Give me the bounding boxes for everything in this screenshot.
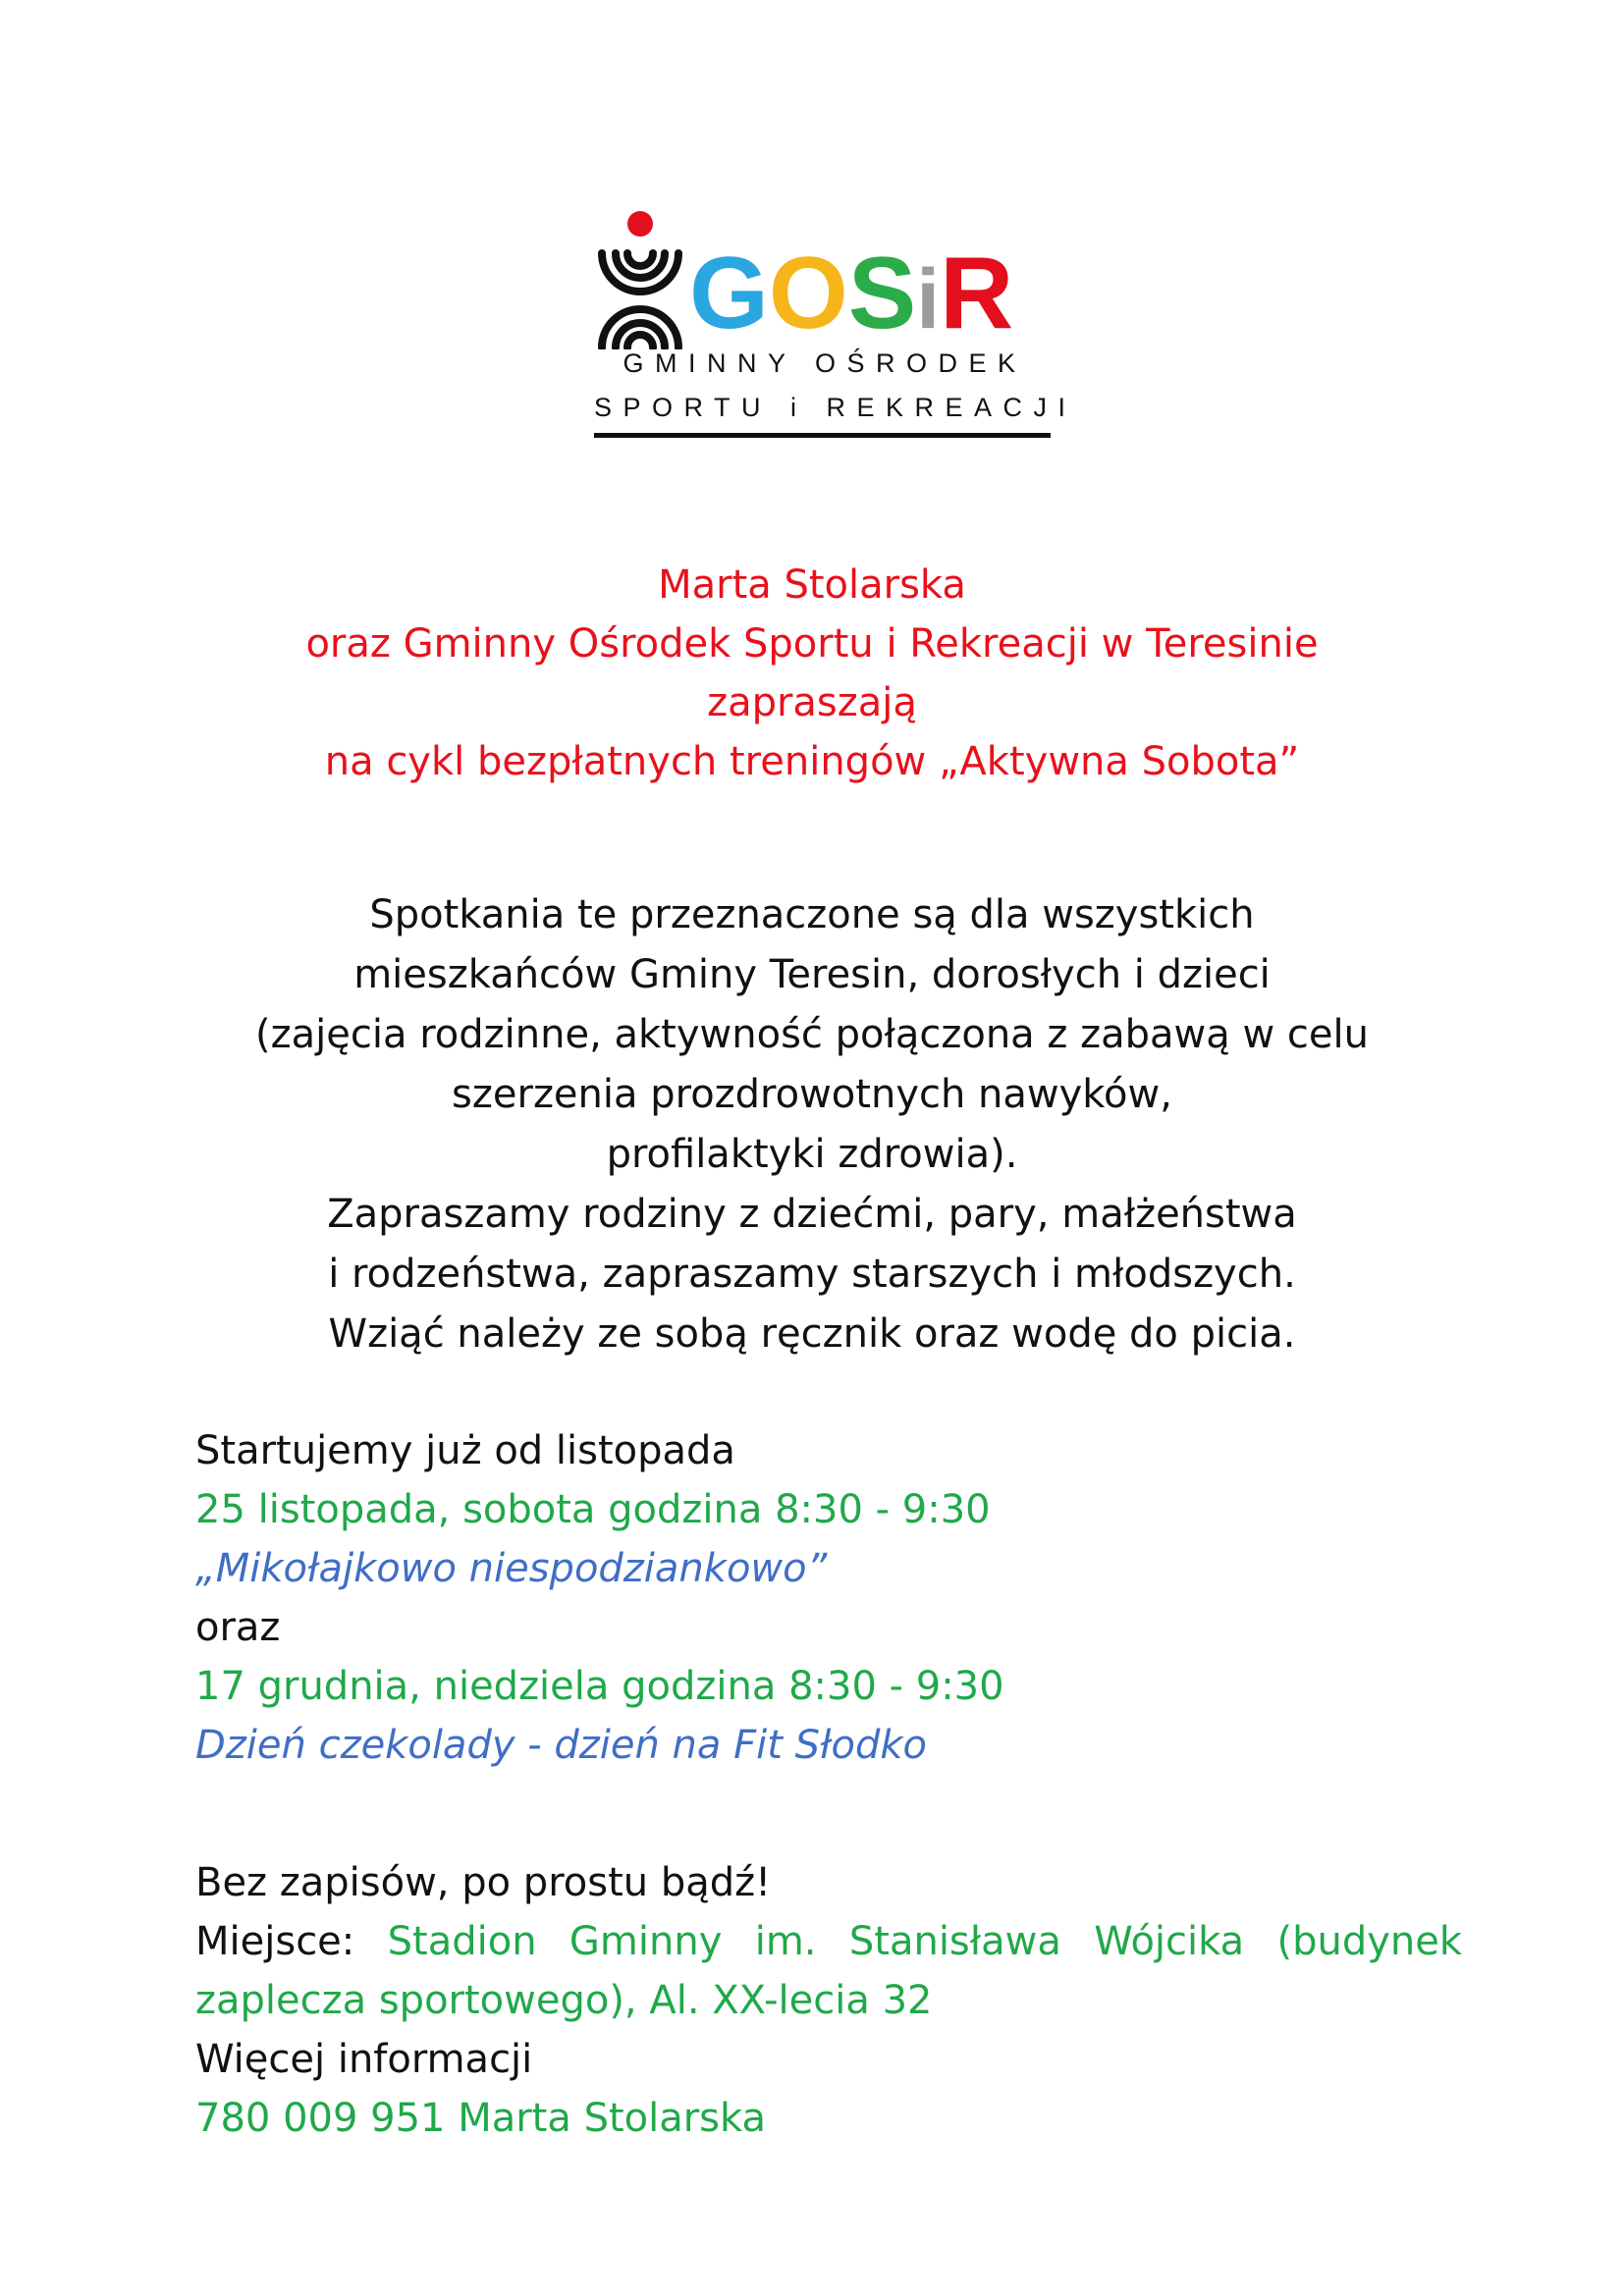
invitation-line: na cykl bezpłatnych treningów „Aktywna Sobota” xyxy=(324,739,1300,784)
description-line: (zajęcia rodzinne, aktywność połączona z zabawą w celu xyxy=(255,1012,1369,1057)
description-line: i rodzeństwa, zapraszamy starszych i młodszych. xyxy=(328,1252,1296,1297)
event-2-title: Dzień czekolady - dzień na Fit Słodko xyxy=(195,1723,928,1768)
venue-line xyxy=(195,1912,1462,1971)
contact-phone: 780 009 951 Marta Stolarska xyxy=(195,2096,766,2141)
description-paragraph xyxy=(177,885,1447,1364)
logo-underline xyxy=(594,433,1051,438)
schedule-connector: oraz xyxy=(195,1605,281,1650)
venue-section xyxy=(195,1853,1462,2148)
schedule-intro: Startujemy już od listopada xyxy=(195,1428,735,1473)
logo-letter-g: G xyxy=(689,237,769,350)
no-registration-note: Bez zapisów, po prostu bądź! xyxy=(195,1860,772,1905)
logo-subtitle-line1: GMINNY OŚRODEK xyxy=(623,348,1027,378)
gosir-wordmark xyxy=(689,237,1014,350)
logo-letter-i: i xyxy=(916,252,941,347)
schedule-section xyxy=(195,1421,1462,1775)
invitation-line: zapraszają xyxy=(707,680,917,725)
description-line: profilaktyki zdrowia). xyxy=(606,1132,1018,1177)
logo-subtitle-line2: SPORTU i REKREACJI xyxy=(594,393,1077,422)
description-line: Spotkania te przeznaczone są dla wszystkich xyxy=(369,892,1255,937)
description-line: Wziąć należy ze sobą ręcznik oraz wodę do picia. xyxy=(328,1311,1296,1357)
event-1-date: 25 listopada, sobota godzina 8:30 - 9:30 xyxy=(195,1487,991,1532)
invitation-line: oraz Gminny Ośrodek Sportu i Rekreacji w Teresinie xyxy=(305,621,1319,667)
more-info-label: Więcej informacji xyxy=(195,2037,533,2082)
description-line: mieszkańców Gminy Teresin, dorosłych i dzieci xyxy=(353,952,1271,997)
logo-letter-r: R xyxy=(940,237,1014,350)
invitation-heading xyxy=(177,556,1447,791)
description-line: szerzenia prozdrowotnych nawyków, xyxy=(452,1072,1172,1117)
logo-letter-o: O xyxy=(768,237,848,350)
venue-address-line2: zaplecza sportowego), Al. XX-lecia 32 xyxy=(195,1978,933,2023)
venue-address-line1: Stadion Gminny im. Stanisława Wójcika (budynek xyxy=(387,1919,1463,1964)
invitation-line: Marta Stolarska xyxy=(658,562,966,608)
gosir-figure-icon xyxy=(594,202,687,349)
event-1-title: „Mikołajkowo niespodziankowo” xyxy=(195,1546,828,1591)
description-line: Zapraszamy rodziny z dziećmi, pary, małżeństwa xyxy=(327,1192,1297,1237)
gosir-logo xyxy=(594,202,1077,444)
venue-label: Miejsce: xyxy=(195,1919,355,1964)
logo-letter-s: S xyxy=(847,237,917,350)
event-2-date: 17 grudnia, niedziela godzina 8:30 - 9:30 xyxy=(195,1664,1004,1709)
